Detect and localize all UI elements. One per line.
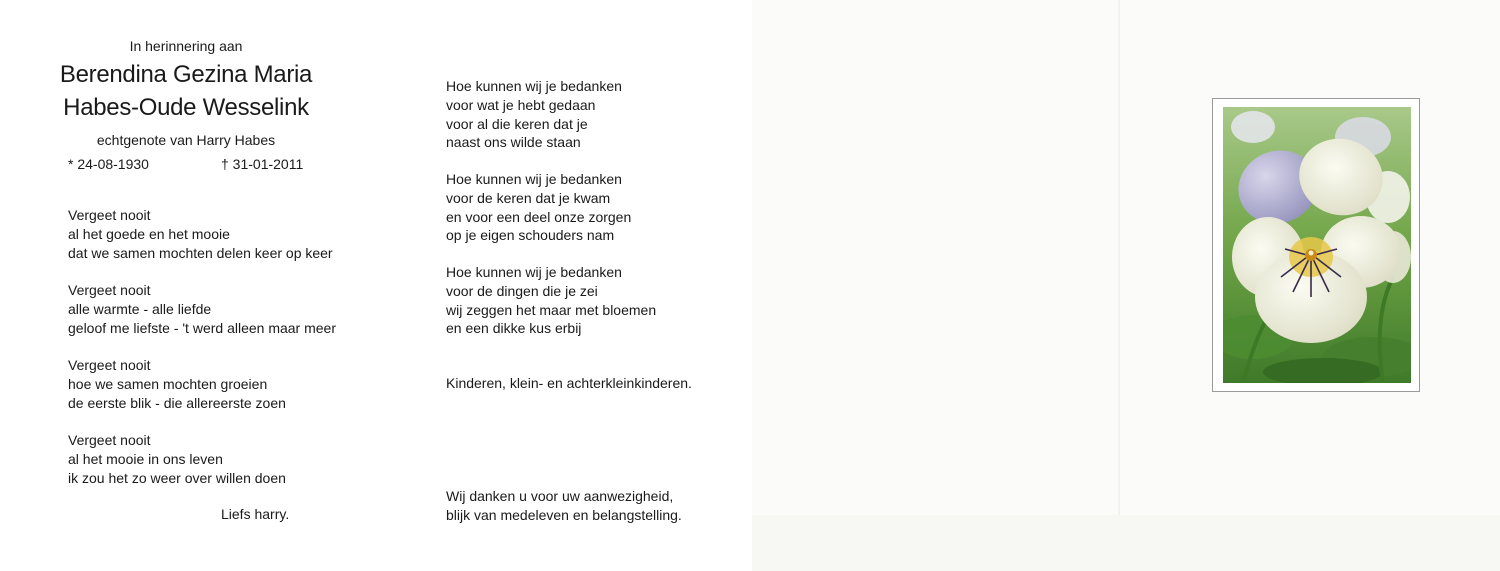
poem-line: voor de dingen die je zei — [446, 282, 598, 299]
poem-line: voor de keren dat je kwam — [446, 189, 611, 206]
poem-line: Vergeet nooit — [68, 432, 151, 448]
poem-line: Vergeet nooit — [68, 207, 151, 223]
poem-line: voor wat je hebt gedaan — [446, 96, 596, 113]
poem-line: Vergeet nooit — [68, 282, 151, 298]
fold-line — [1118, 0, 1120, 520]
poem-line: naast ons wilde staan — [446, 134, 581, 151]
poem-line: Hoe kunnen wij je bedanken — [446, 264, 622, 280]
poem-line: wij zeggen het maar met bloemen — [446, 301, 657, 318]
deceased-name-line2: Habes-Oude Wesselink — [63, 94, 309, 121]
poem-stanza-2 — [68, 281, 336, 337]
poem-line: hoe we samen mochten groeien — [68, 375, 268, 392]
poem-line: al het goede en het mooie — [68, 225, 230, 242]
intro-text: In herinnering aan — [129, 38, 243, 54]
deceased-name-line1: Berendina Gezina Maria — [59, 61, 313, 88]
poem-line: Vergeet nooit — [68, 357, 151, 373]
poem-line: en een dikke kus erbij — [446, 320, 582, 337]
poem-line: alle warmte - alle liefde — [68, 300, 212, 317]
thanks-poem-stanza-2 — [446, 170, 631, 245]
poem-line: Hoe kunnen wij je bedanken — [446, 78, 622, 94]
death-date: † 31-01-2011 — [221, 156, 304, 172]
poem-line: Hoe kunnen wij je bedanken — [446, 171, 622, 187]
poem-line: op je eigen schouders nam — [446, 227, 615, 244]
page-edge — [752, 515, 1500, 571]
family-signature: Kinderen, klein- en achterkleinkinderen. — [446, 375, 692, 391]
thanks-line: Wij danken u voor uw aanwezigheid, — [446, 488, 674, 504]
poem-stanza-3 — [68, 356, 286, 412]
birth-date: * 24-08-1930 — [68, 156, 149, 172]
thanks-poem-stanza-1 — [446, 77, 622, 152]
thanks-text — [446, 487, 682, 525]
poem-line: al het mooie in ons leven — [68, 450, 223, 467]
poem-stanza-4 — [68, 431, 286, 487]
thanks-line: blijk van medeleven en belangstelling. — [446, 507, 682, 523]
poem-line: geloof me liefste - 't werd alleen maar meer — [68, 319, 337, 336]
spouse-text: echtgenote van Harry Habes — [96, 132, 276, 148]
poem-stanza-1 — [68, 206, 333, 262]
poem-line: voor al die keren dat je — [446, 115, 588, 132]
poem-line: ik zou het zo weer over willen doen — [68, 469, 286, 486]
signoff-text: Liefs harry. — [221, 506, 290, 522]
poem-line: en voor een deel onze zorgen — [446, 208, 632, 225]
poem-line: de eerste blik - die allereerste zoen — [68, 394, 286, 411]
pansy-flower-icon — [1223, 107, 1411, 383]
poem-line: dat we samen mochten delen keer op keer — [68, 244, 333, 261]
thanks-poem-stanza-3 — [446, 263, 656, 338]
photo-frame — [1212, 98, 1420, 392]
